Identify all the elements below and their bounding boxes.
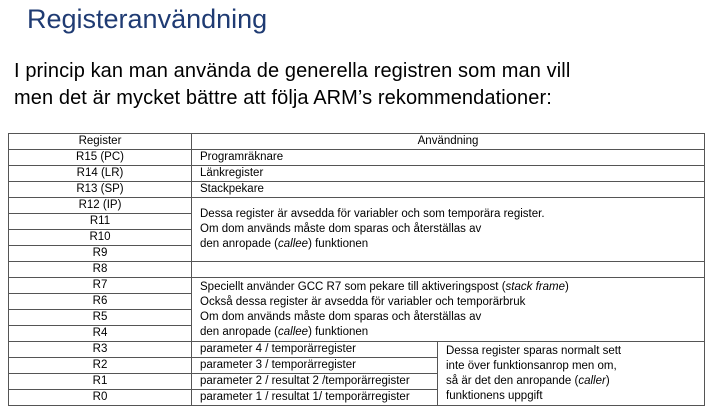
register-cell: R7 <box>9 278 192 294</box>
usage-cell: parameter 3 / temporärregister <box>192 358 438 374</box>
table-row <box>9 182 705 198</box>
table-row <box>9 342 705 358</box>
table-row <box>9 166 705 182</box>
note-line: inte över funktionsanrop men om, <box>446 359 617 372</box>
usage-line: Också dessa register är avsedda för variabler och temporärbruk <box>200 295 526 308</box>
register-cell: R15 (PC) <box>9 150 192 166</box>
usage-cell: Programräknare <box>192 150 705 166</box>
table-header-row <box>9 134 705 150</box>
register-cell: R2 <box>9 358 192 374</box>
page-title: Registeranvändning <box>27 4 268 34</box>
usage-group-r7-r4 <box>192 278 705 342</box>
register-cell: R4 <box>9 326 192 342</box>
register-cell: R3 <box>9 342 192 358</box>
column-header-register: Register <box>9 134 192 150</box>
intro-line: men det är mycket bättre att följa ARM’s rekommendationer: <box>14 87 552 109</box>
table-row <box>9 278 705 294</box>
register-cell: R14 (LR) <box>9 166 192 182</box>
note-line: Dessa register sparas normalt sett <box>446 344 622 357</box>
args-note <box>438 342 705 406</box>
register-cell: R11 <box>9 214 192 230</box>
usage-cell: parameter 4 / temporärregister <box>192 342 438 358</box>
table-row <box>9 262 705 278</box>
register-cell: R12 (IP) <box>9 198 192 214</box>
usage-line: Om dom används måste dom sparas och återställas av <box>200 223 482 235</box>
register-cell: R6 <box>9 294 192 310</box>
usage-group-r12-r9 <box>192 198 705 262</box>
usage-line: den anropade (callee) funktionen <box>200 238 369 250</box>
column-header-usage: Användning <box>192 134 705 150</box>
register-cell: R1 <box>9 374 192 390</box>
register-table <box>8 133 705 406</box>
register-cell: R10 <box>9 230 192 246</box>
table-row <box>9 150 705 166</box>
usage-cell: parameter 1 / resultat 1/ temporärregister <box>192 390 438 406</box>
usage-line: den anropade (callee) funktionen <box>200 325 369 338</box>
note-line: funktionens uppgift <box>446 389 543 402</box>
intro-line: I princip kan man använda de generella registren som man vill <box>14 60 571 82</box>
register-cell: R8 <box>9 262 192 278</box>
intro-text <box>14 58 704 112</box>
table-row <box>9 198 705 214</box>
register-cell: R9 <box>9 246 192 262</box>
register-cell: R13 (SP) <box>9 182 192 198</box>
note-line: så är det den anropande (caller) <box>446 374 610 387</box>
register-cell: R0 <box>9 390 192 406</box>
register-cell: R5 <box>9 310 192 326</box>
usage-line: Speciellt använder GCC R7 som pekare till aktiveringspost (stack frame) <box>200 280 569 293</box>
usage-cell-empty <box>192 262 705 278</box>
usage-cell: Länkregister <box>192 166 705 182</box>
usage-line: Dessa register är avsedda för variabler och som temporära register. <box>200 208 545 220</box>
usage-cell: parameter 2 / resultat 2 /temporärregister <box>192 374 438 390</box>
usage-cell: Stackpekare <box>192 182 705 198</box>
usage-line: Om dom används måste dom sparas och återställas av <box>200 310 482 323</box>
